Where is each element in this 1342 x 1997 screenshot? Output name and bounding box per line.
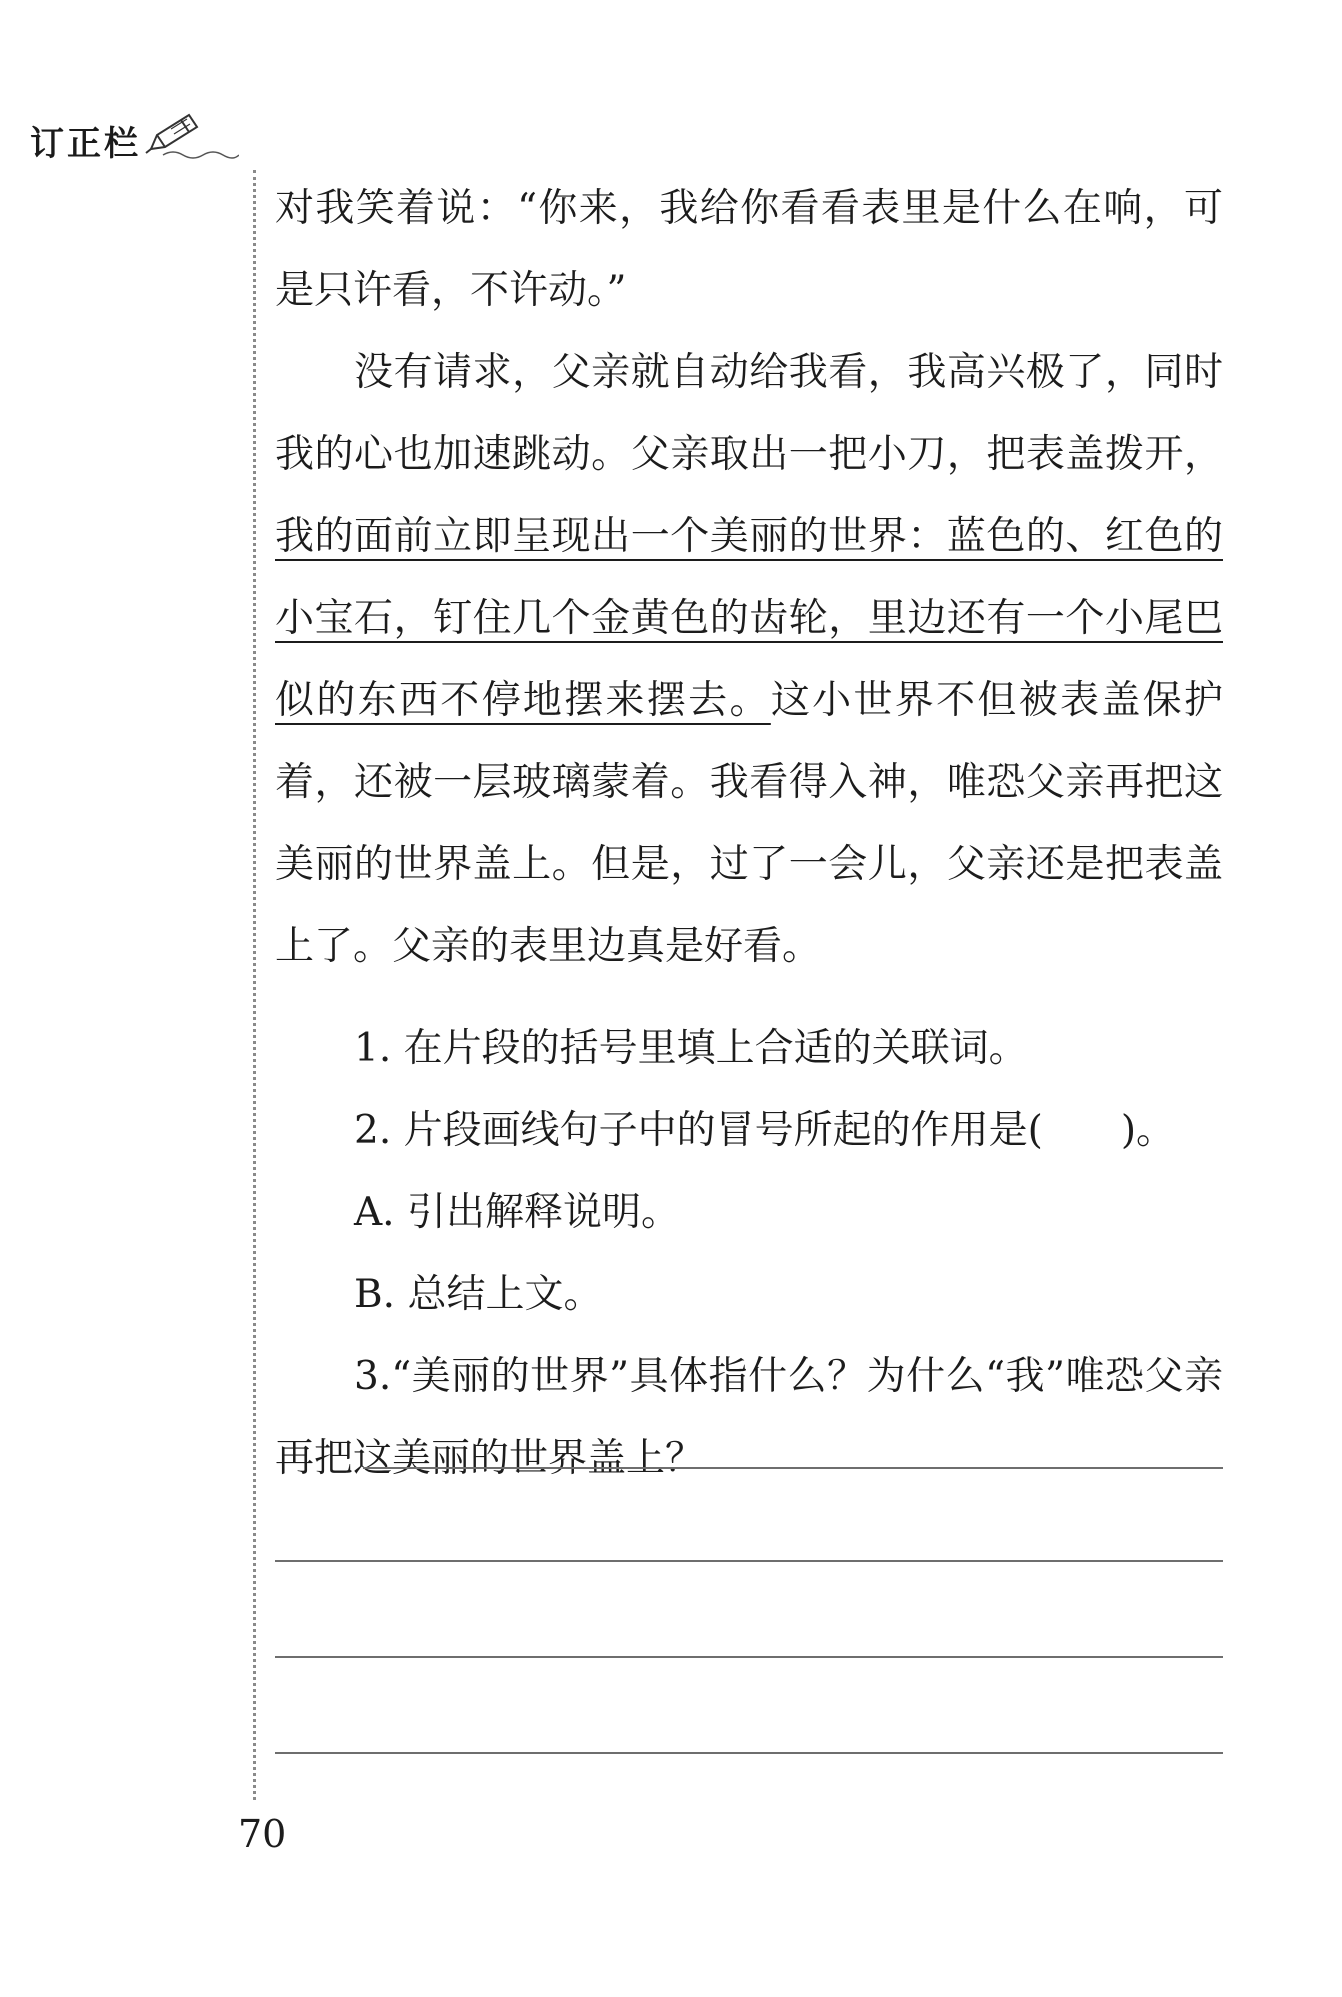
page-number: 70: [238, 1812, 287, 1856]
underlined-sentence: 我的面前立即呈现出一个美丽的世界：蓝色的、红色的小宝石，钉住几个金黄色的齿轮，里边还有一个小尾巴似的东西不停地摆来摆去。: [275, 514, 1223, 723]
pencil-icon: [143, 109, 239, 164]
question-list: [275, 1008, 1223, 1500]
answer-line[interactable]: [275, 1656, 1223, 1658]
question-2-option-a: A. 引出解释说明。: [354, 1190, 680, 1235]
answer-line[interactable]: [275, 1752, 1223, 1754]
answer-line[interactable]: [363, 1467, 1223, 1469]
passage-text: 这小世界不但被表盖保护着，还被一层玻璃蒙着。我看得入神，唯恐父亲再把这美丽的世界盖上。但是，过了一会儿，父亲还是把表盖上了。父亲的表里边真是好看。: [275, 678, 1223, 969]
passage-text: 没有请求，父亲就自动给我看，我高兴极了，同时我的心也加速跳动。父亲取出一把小刀，把表盖拨开，: [275, 350, 1223, 477]
margin-divider: [253, 170, 256, 1800]
correction-column-header: [30, 112, 239, 168]
question-3: 3.“美丽的世界”具体指什么？为什么“我”唯恐父亲再把这美丽的世界盖上？: [275, 1354, 1223, 1481]
passage-paragraph-1: 对我笑着说：“你来，我给你看看表里是什么在响，可是只许看，不许动。”: [275, 186, 1223, 313]
correction-column-title: 订正栏: [30, 123, 141, 164]
answer-line[interactable]: [275, 1560, 1223, 1562]
question-2: 2. 片段画线句子中的冒号所起的作用是( )。: [354, 1108, 1176, 1153]
reading-passage: [275, 168, 1223, 1500]
question-2-option-b: B. 总结上文。: [354, 1272, 603, 1317]
question-1: 1. 在片段的括号里填上合适的关联词。: [354, 1026, 1028, 1071]
passage-paragraph-2: [275, 332, 1223, 988]
